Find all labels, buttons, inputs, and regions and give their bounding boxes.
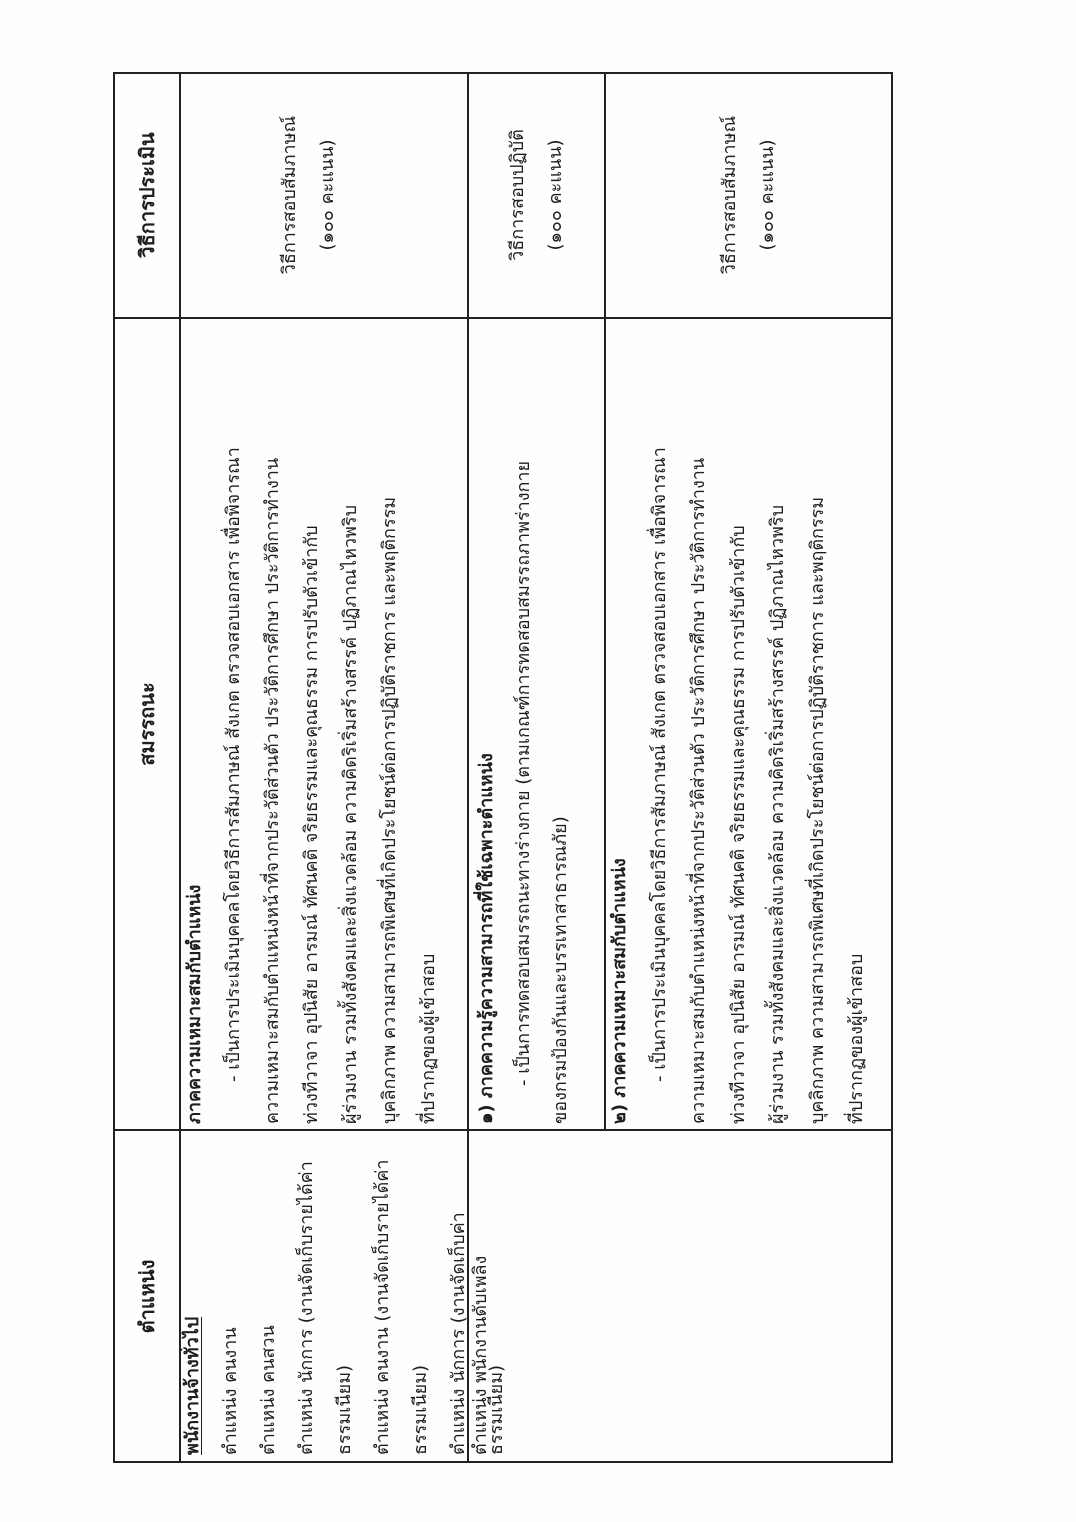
position-group-title: พนักงานจ้างทั่วไป — [182, 1316, 203, 1455]
position-item: ตำแหน่ง นักการ (งานจัดเก็บค่าธรรมเนียม) — [448, 1212, 507, 1455]
competency-table — [113, 72, 893, 1463]
method-name: วิธีการสอบสัมภาษณ์ — [719, 115, 740, 275]
position-cell-firefighter — [462, 1130, 500, 1463]
method-score: (๑๐๐ คะแนน) — [544, 139, 566, 251]
competency-line: ท่วงทีวาจา อุปนิสัย อารมณ์ ทัศนคติ จริยธรรมและคุณธรรม การปรับตัวเข้ากับ — [301, 525, 322, 1124]
position-item: ตำแหน่ง คนสวน — [258, 1325, 279, 1455]
competency-line: ของกรมป้องกันและบรรเทาสาธารณภัย) — [550, 816, 571, 1124]
method-name: วิธีการสอบปฏิบัติ — [506, 129, 528, 261]
competency-cell-suitability — [600, 318, 877, 1130]
competency-line: ความเหมาะสมกับตำแหน่งหน้าที่จากประวัติส่วนตัว ประวัติการศึกษา ประวัติการทำงาน — [262, 457, 283, 1124]
position-item: ตำแหน่ง คนงาน (งานจัดเก็บรายได้ค่าธรรมเนียม) — [372, 1159, 431, 1455]
position-item: ตำแหน่ง นักการ (งานจัดเก็บรายได้ค่าธรรมเนียม) — [296, 1161, 355, 1455]
competency-line: บุคลิกภาพ ความสามารถพิเศษที่เกิดประโยชน์ต่อการปฏิบัติราชการ และพฤติกรรม — [379, 496, 400, 1124]
competency-line: ผู้ร่วมงาน รวมทั้งสังคมและสิ่งแวดล้อม ความคิดริเริ่มสร้างสรรค์ ปฏิภาณไหวพริบ — [767, 505, 788, 1124]
method-score: (๑๐๐ คะแนน) — [757, 139, 778, 251]
competency-heading: ภาคความเหมาะสมกับตำแหน่ง — [184, 884, 205, 1124]
position-item: ตำแหน่ง พนักงานดับเพลิง — [470, 1255, 491, 1455]
competency-cell-suitability — [175, 318, 448, 1130]
competency-line: - เป็นการประเมินบุคคลโดยวิธีการสัมภาษณ์ สังเกต ตรวจสอบเอกสาร เพื่อพิจารณา — [223, 447, 244, 1082]
header-method: วิธีการประเมิน — [134, 132, 159, 258]
competency-line: ท่วงทีวาจา อุปนิสัย อารมณ์ ทัศนคติ จริยธรรมและคุณธรรม การปรับตัวเข้ากับ — [727, 525, 749, 1124]
competency-cell-knowledge — [468, 318, 579, 1130]
method-cell-interview — [605, 72, 893, 318]
competency-line: ความเหมาะสมกับตำแหน่งหน้าที่จากประวัติส่วนตัว ประวัติการศึกษา ประวัติการทำงาน — [688, 457, 709, 1124]
method-cell-interview — [180, 72, 468, 318]
competency-line: - เป็นการประเมินบุคคลโดยวิธีการสัมภาษณ์ สังเกต ตรวจสอบเอกสาร เพื่อพิจารณา — [648, 447, 670, 1082]
method-cell-practical — [468, 72, 605, 318]
competency-line: บุคลิกภาพ ความสามารถพิเศษที่เกิดประโยชน์ต่อการปฏิบัติราชการ และพฤติกรรม — [806, 496, 828, 1124]
competency-line: ผู้ร่วมงาน รวมทั้งสังคมและสิ่งแวดล้อม ความคิดริเริ่มสร้างสรรค์ ปฏิภาณไหวพริบ — [340, 505, 361, 1124]
competency-line: ที่ปรากฏของผู้เข้าสอบ — [846, 953, 867, 1124]
header-position: ตำแหน่ง — [134, 1259, 159, 1334]
position-item: ตำแหน่ง คนงาน — [220, 1327, 241, 1455]
competency-line: ที่ปรากฏของผู้เข้าสอบ — [418, 953, 439, 1124]
competency-heading: ๒) ภาคความเหมาะสมกับตำแหน่ง — [609, 858, 630, 1124]
competency-line: - เป็นการทดสอบสมรรถนะทางร่างกาย (ตามเกณฑ์การทดสอบสมรรถภาพร่างกาย — [513, 460, 534, 1086]
competency-heading: ๑) ภาคความรู้ความสามารถที่ใช้เฉพาะตำแหน่ง — [476, 753, 497, 1124]
header-competency: สมรรถนะ — [134, 682, 159, 766]
method-name: วิธีการสอบสัมภาษณ์ — [279, 115, 300, 275]
method-score: (๑๐๐ คะแนน) — [317, 139, 338, 251]
